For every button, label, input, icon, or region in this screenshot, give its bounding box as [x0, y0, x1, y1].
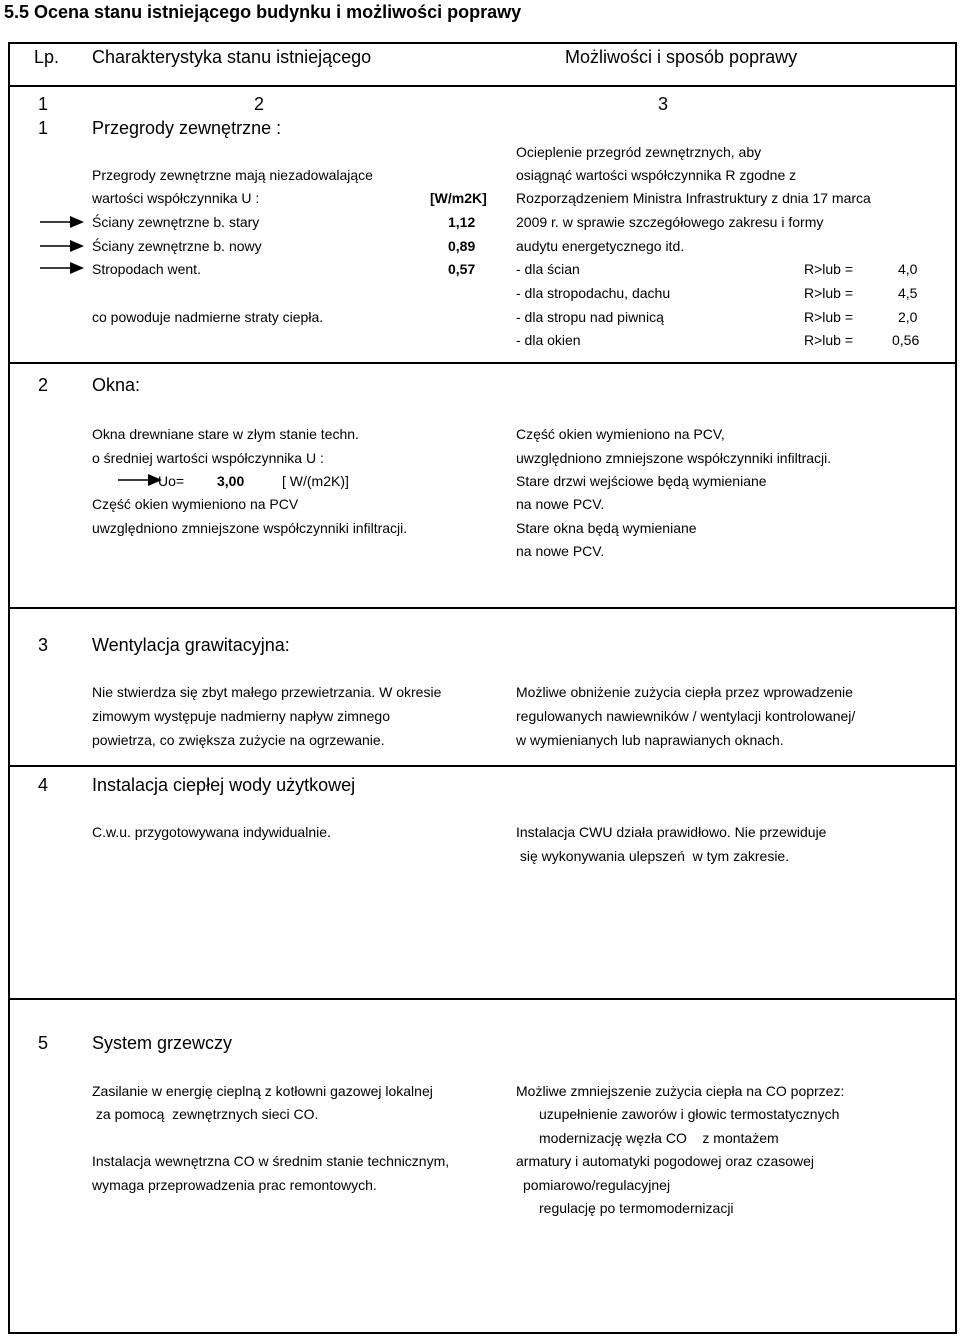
s1-r-row-1-r: R>lub = [804, 261, 854, 277]
s2-uo-value: 3,00 [217, 473, 245, 489]
section-1-number: 1 [38, 118, 49, 138]
s5-right-line-3: modernizację węzła CO z montażem [539, 1130, 779, 1146]
s1-r-row-3-label: - dla stropu nad piwnicą [516, 309, 664, 325]
s5-right-line-1: Możliwe zmniejszenie zużycia ciepła na CO poprzez: [516, 1083, 845, 1099]
s1-row-2-label: Ściany zewnętrzne b. nowy [92, 238, 262, 254]
s2-left-line-2: o średniej wartości współczynnika U : [92, 450, 324, 466]
colnum-3: 3 [658, 94, 669, 114]
section-3-number: 3 [38, 635, 49, 655]
s3-right-line-3: w wymienianych lub naprawianych oknach. [516, 732, 784, 748]
s1-row-2-value: 0,89 [448, 238, 476, 254]
s2-right-line-1: Część okien wymieniono na PCV, [516, 426, 725, 442]
s5-left-line-4: wymaga przeprowadzenia prac remontowych. [92, 1177, 377, 1193]
arrow-right-icon [40, 240, 84, 252]
s1-row-3-label: Stropodach went. [92, 261, 201, 277]
s1-row-3-value: 0,57 [448, 261, 476, 277]
s4-right-line-1: Instalacja CWU działa prawidłowo. Nie przewiduje [516, 824, 827, 840]
section-4-number: 4 [38, 775, 49, 795]
s3-left-line-3: powietrza, co zwiększa zużycie na ogrzewanie. [92, 732, 385, 748]
s1-r-row-2-r: R>lub = [804, 285, 854, 301]
s1-left-line-3: co powoduje nadmierne straty ciepła. [92, 309, 324, 325]
s1-r-row-2-label: - dla stropodachu, dachu [516, 285, 671, 301]
section-divider-4 [8, 998, 957, 1000]
s2-uo-label: Uo= [158, 473, 185, 489]
s2-right-line-4: na nowe PCV. [516, 496, 605, 512]
s1-right-line-5: audytu energetycznego itd. [516, 238, 685, 254]
s2-right-line-5: Stare okna będą wymieniane [516, 520, 697, 536]
s5-right-line-6: regulację po termomodernizacji [539, 1200, 734, 1216]
s3-left-line-2: zimowym występuje nadmierny napływ zimnego [92, 708, 391, 724]
table-border-right [955, 42, 957, 1334]
s1-r-row-4-r: R>lub = [804, 332, 854, 348]
section-divider-2 [8, 607, 957, 609]
s1-right-line-3: Rozporządzeniem Ministra Infrastruktury z dnia 17 marca [516, 190, 871, 206]
s2-right-line-6: na nowe PCV. [516, 543, 605, 559]
s4-left-line-1: C.w.u. przygotowywana indywidualnie. [92, 824, 331, 840]
s1-r-row-1-label: - dla ścian [516, 261, 580, 277]
section-2-number: 2 [38, 375, 49, 395]
s1-r-row-1-value: 4,0 [898, 261, 918, 277]
s1-row-1-label: Ściany zewnętrzne b. stary [92, 214, 260, 230]
s5-right-line-4: armatury i automatyki pogodowej oraz czasowej [516, 1153, 815, 1169]
s5-left-line-2: za pomocą zewnętrznych sieci CO. [92, 1106, 319, 1122]
section-4-title: Instalacja ciepłej wody użytkowej [92, 775, 356, 795]
s1-left-line-2: wartości współczynnika U : [92, 190, 260, 206]
section-divider-3 [8, 765, 957, 767]
s5-right-line-5: pomiarowo/regulacyjnej [523, 1177, 671, 1193]
s2-left-line-1: Okna drewniane stare w złym stanie techn. [92, 426, 359, 442]
s1-r-row-4-value: 0,56 [892, 332, 920, 348]
header-state: Charakterystyka stanu istniejącego [92, 47, 372, 67]
s5-right-line-2: uzupełnienie zaworów i głowic termostatycznych [539, 1106, 840, 1122]
s3-left-line-1: Nie stwierdza się zbyt małego przewietrzania. W okresie [92, 684, 442, 700]
header-improve: Możliwości i sposób poprawy [565, 47, 798, 67]
s5-left-line-1: Zasilanie w energię cieplną z kotłowni gazowej lokalnej [92, 1083, 433, 1099]
s4-right-line-2: się wykonywania ulepszeń w tym zakresie. [516, 848, 790, 864]
table-border-bottom [8, 1332, 957, 1334]
s2-right-line-2: uwzględniono zmniejszone współczynniki infiltracji. [516, 450, 832, 466]
arrow-right-icon [40, 262, 84, 274]
s5-left-line-3: Instalacja wewnętrzna CO w średnim stanie technicznym, [92, 1153, 450, 1169]
s1-r-row-4-label: - dla okien [516, 332, 581, 348]
section-2-title: Okna: [92, 375, 141, 395]
colnum-2: 2 [254, 94, 265, 114]
s1-right-line-1: Ocieplenie przegród zewnętrznych, aby [516, 144, 762, 160]
s1-row-1-value: 1,12 [448, 214, 476, 230]
header-lp: Lp. [34, 47, 60, 67]
page-title: 5.5 Ocena stanu istniejącego budynku i możliwości poprawy [4, 2, 522, 22]
section-5-number: 5 [38, 1033, 49, 1053]
header-divider [8, 85, 957, 87]
s2-left-line-4: Część okien wymieniono na PCV [92, 496, 299, 512]
s2-uo-unit: [ W/(m2K)] [282, 473, 349, 489]
s2-left-line-5: uwzględniono zmniejszone współczynniki infiltracji. [92, 520, 408, 536]
section-1-title: Przegrody zewnętrzne : [92, 118, 282, 138]
s1-right-line-4: 2009 r. w sprawie szczegółowego zakresu i formy [516, 214, 824, 230]
s1-left-line-1: Przegrody zewnętrzne mają niezadowalające [92, 167, 373, 183]
arrow-right-icon [118, 474, 162, 486]
table-border-top [8, 42, 957, 44]
s3-right-line-2: regulowanych nawiewników / wentylacji kontrolowanej/ [516, 708, 856, 724]
s1-r-row-3-r: R>lub = [804, 309, 854, 325]
s3-right-line-1: Możliwe obniżenie zużycia ciepła przez wprowadzenie [516, 684, 853, 700]
table-border-left [8, 42, 10, 1334]
section-5-title: System grzewczy [92, 1033, 233, 1053]
section-divider-1 [8, 362, 957, 364]
s1-r-row-2-value: 4,5 [898, 285, 918, 301]
s2-right-line-3: Stare drzwi wejściowe będą wymieniane [516, 473, 767, 489]
section-3-title: Wentylacja grawitacyjna: [92, 635, 290, 655]
s1-unit: [W/m2K] [430, 190, 487, 206]
s1-r-row-3-value: 2,0 [898, 309, 918, 325]
s1-right-line-2: osiągnąć wartości współczynnika R zgodne z [516, 167, 797, 183]
arrow-right-icon [40, 216, 84, 228]
colnum-1: 1 [38, 94, 49, 114]
